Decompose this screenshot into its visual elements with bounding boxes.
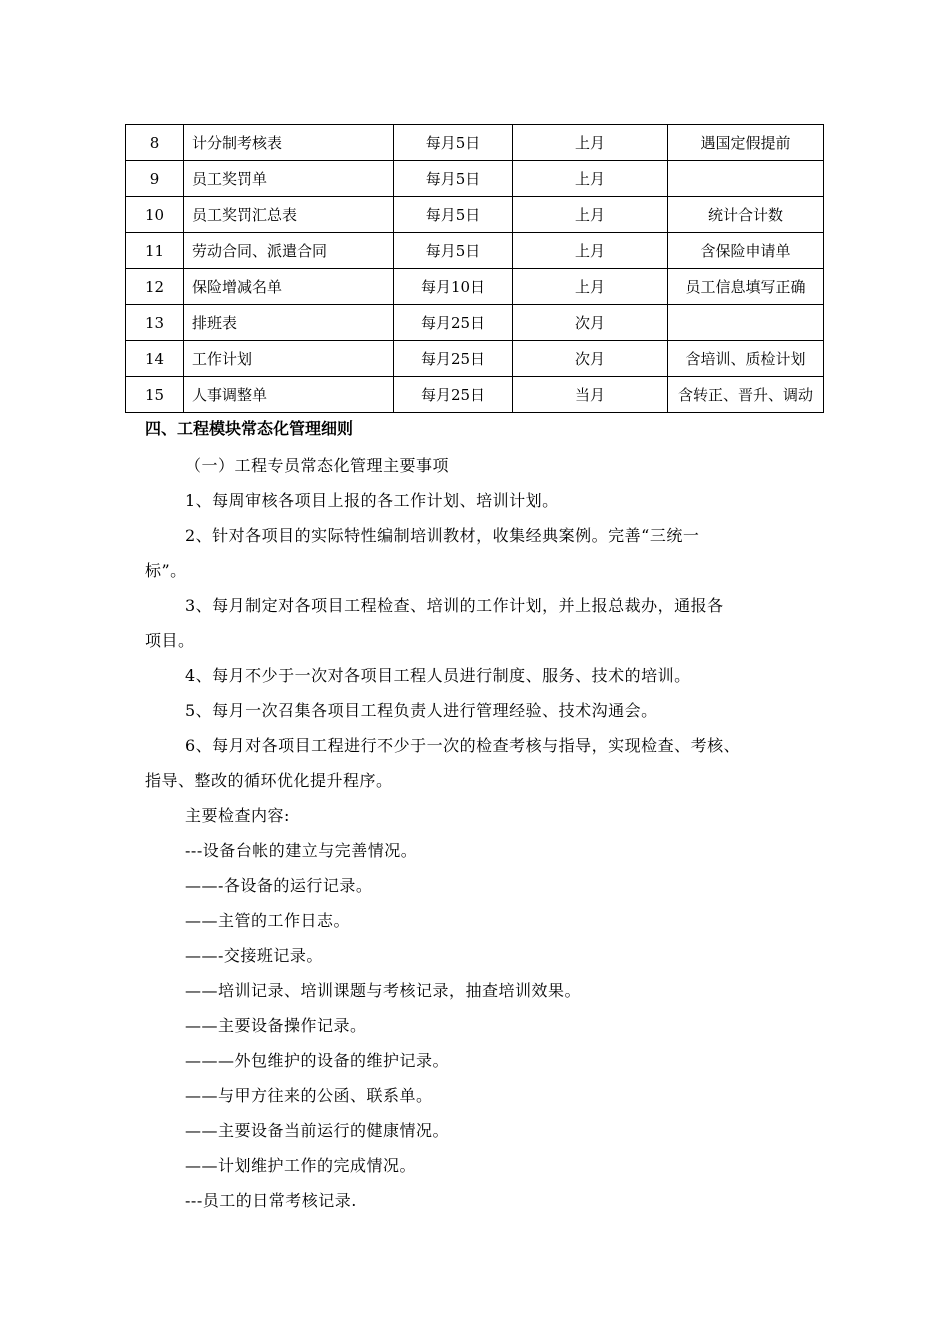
table-row: [126, 269, 824, 305]
row-date: 每月25日: [394, 341, 513, 377]
row-date: 每月10日: [394, 269, 513, 305]
check-item: ——主要设备操作记录。: [185, 1016, 367, 1035]
paragraph-line: 2、针对各项目的实际特性编制培训教材，收集经典案例。完善“三统一: [185, 526, 700, 545]
check-item: ——-各设备的运行记录。: [185, 876, 373, 895]
table-row: [126, 197, 824, 233]
report-schedule-table: [125, 124, 824, 413]
check-item: ---设备台帐的建立与完善情况。: [185, 841, 418, 860]
row-date: 每月5日: [394, 161, 513, 197]
check-item: ---员工的日常考核记录.: [185, 1191, 357, 1210]
row-name: 员工奖罚单: [184, 161, 394, 197]
row-name: 保险增减名单: [184, 269, 394, 305]
row-number: 10: [126, 197, 184, 233]
paragraph-line: 标”。: [145, 561, 187, 580]
paragraph-line: 3、每月制定对各项目工程检查、培训的工作计划，并上报总裁办，通报各: [185, 596, 724, 615]
check-item: ——-交接班记录。: [185, 946, 323, 965]
row-period: 次月: [513, 305, 668, 341]
section-heading: 四、工程模块常态化管理细则: [145, 419, 354, 438]
row-note: [668, 305, 824, 341]
row-period: 上月: [513, 125, 668, 161]
row-name: 员工奖罚汇总表: [184, 197, 394, 233]
row-date: 每月5日: [394, 125, 513, 161]
row-name: 计分制考核表: [184, 125, 394, 161]
check-item: ——与甲方往来的公函、联系单。: [185, 1086, 433, 1105]
paragraph-line: 6、每月对各项目工程进行不少于一次的检查考核与指导，实现检查、考核、: [185, 736, 741, 755]
table-row: [126, 161, 824, 197]
paragraph-line: 1、每周审核各项目上报的各工作计划、培训计划。: [185, 491, 559, 510]
row-note: 统计合计数: [668, 197, 824, 233]
table-row: [126, 233, 824, 269]
paragraph-line: 4、每月不少于一次对各项目工程人员进行制度、服务、技术的培训。: [185, 666, 691, 685]
row-date: 每月25日: [394, 377, 513, 413]
row-period: 上月: [513, 197, 668, 233]
row-note: 含保险申请单: [668, 233, 824, 269]
row-number: 14: [126, 341, 184, 377]
check-title: 主要检查内容:: [185, 806, 290, 825]
row-period: 上月: [513, 269, 668, 305]
row-date: 每月5日: [394, 233, 513, 269]
row-date: 每月5日: [394, 197, 513, 233]
row-name: 排班表: [184, 305, 394, 341]
table-row: [126, 377, 824, 413]
row-period: 上月: [513, 233, 668, 269]
row-number: 12: [126, 269, 184, 305]
check-item: ——培训记录、培训课题与考核记录，抽查培训效果。: [185, 981, 582, 1000]
row-number: 11: [126, 233, 184, 269]
row-name: 劳动合同、派遣合同: [184, 233, 394, 269]
row-period: 次月: [513, 341, 668, 377]
paragraph-line: 项目。: [145, 631, 195, 650]
check-item: ———外包维护的设备的维护记录。: [185, 1051, 450, 1070]
section-subheading: （一）工程专员常态化管理主要事项: [185, 456, 450, 475]
row-name: 人事调整单: [184, 377, 394, 413]
row-number: 15: [126, 377, 184, 413]
row-note: 遇国定假提前: [668, 125, 824, 161]
check-item: ——主管的工作日志。: [185, 911, 351, 930]
row-number: 9: [126, 161, 184, 197]
row-period: 上月: [513, 161, 668, 197]
table-row: [126, 125, 824, 161]
check-item: ——主要设备当前运行的健康情况。: [185, 1121, 450, 1140]
row-note: 含转正、晋升、调动: [668, 377, 824, 413]
table-row: [126, 305, 824, 341]
row-number: 8: [126, 125, 184, 161]
row-note: 员工信息填写正确: [668, 269, 824, 305]
row-number: 13: [126, 305, 184, 341]
check-item: ——计划维护工作的完成情况。: [185, 1156, 417, 1175]
row-note: [668, 161, 824, 197]
row-period: 当月: [513, 377, 668, 413]
paragraph-line: 5、每月一次召集各项目工程负责人进行管理经验、技术沟通会。: [185, 701, 658, 720]
paragraph-line: 指导、整改的循环优化提升程序。: [145, 771, 393, 790]
row-date: 每月25日: [394, 305, 513, 341]
row-name: 工作计划: [184, 341, 394, 377]
table-row: [126, 341, 824, 377]
table-body: [126, 125, 824, 413]
row-note: 含培训、质检计划: [668, 341, 824, 377]
